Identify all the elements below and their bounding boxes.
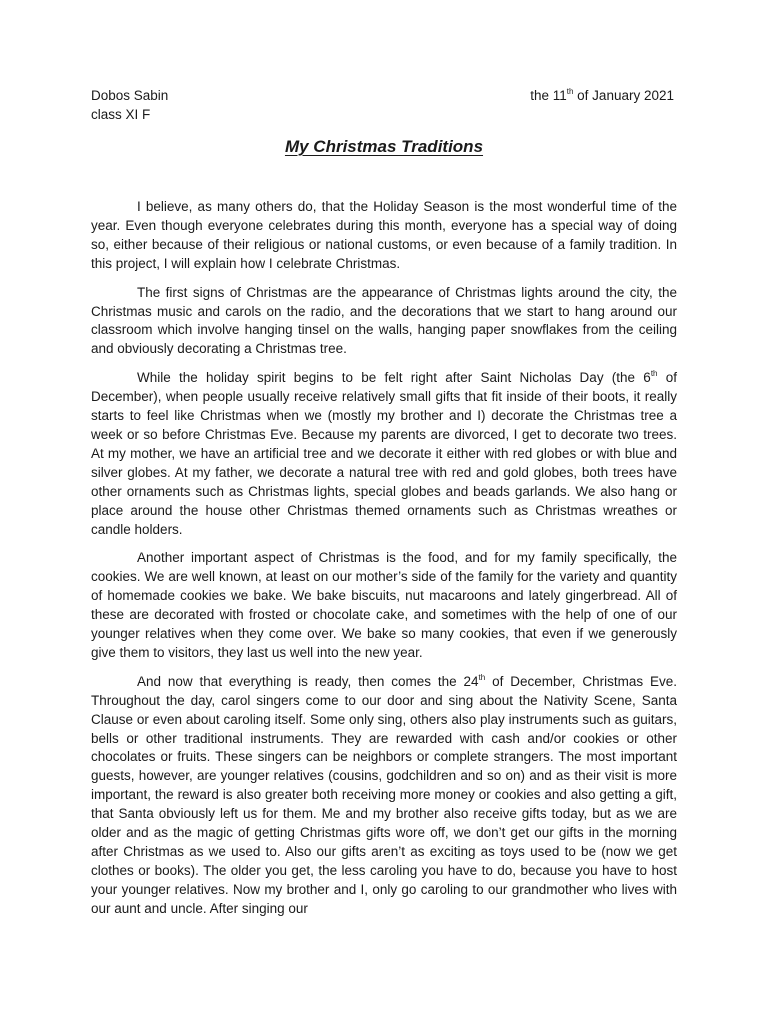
paragraph-christmas-eve <box>91 673 677 919</box>
author-name: Dobos Sabin <box>91 88 169 103</box>
paragraph-christmas-eve-part-a: And now that everything is ready, then comes the 24 <box>137 673 479 689</box>
date-suffix: of January 2021 <box>573 88 674 103</box>
paragraph-decorating <box>91 369 677 539</box>
paragraph-food: Another important aspect of Christmas is the food, and for my family specifically, the cookies. We are well known, at least on our mother’s side of the family for the variety and quantity of homemade cookies we bake. We bake biscuits, nut macaroons and lately gingerbread. All of these are decorated with frosted or chocolate cake, and sometimes with the help of one of our younger relatives when they come over. We bake so many cookies, that even if we generously give them to visitors, they last us well into the new year. <box>91 550 677 660</box>
ordinal-suffix: th <box>650 369 658 379</box>
date-prefix: the 11 <box>530 88 567 103</box>
paragraph-decorating-part-a: While the holiday spirit begins to be felt right after Saint Nicholas Day (the 6 <box>137 370 651 386</box>
author-block <box>91 86 168 124</box>
document-title: My Christmas Traditions <box>284 137 484 156</box>
document-date <box>530 86 674 105</box>
paragraph-first-signs: The first signs of Christmas are the appearance of Christmas lights around the city, the Christmas music and carols on the radio, and the decorations that we start to hang around our classroom which involve hanging tinsel on the walls, hanging paper snowflakes from the ceiling and obviously decorating a Christmas tree. <box>91 284 677 357</box>
date-ordinal: th <box>566 87 574 96</box>
paragraph-decorating-part-b: of December), when people usually receive relatively small gifts that fit inside of their boots, it really starts to feel like Christmas when we (mostly my brother and I) decorate the Christmas tree a week or so before Christmas Eve. Because my parents are divorced, I get to decorate two trees. At my mother, we have an artificial tree and we decorate it either with red globes or with blue and silver globes. At my father, we decorate a natural tree with red and gold globes, both trees have other ornaments such as Christmas lights, special globes and beads garlands. We also hang or place around the house other Christmas themed ornaments such as Christmas wreathes or candle holders. <box>91 370 677 537</box>
paragraph-christmas-eve-part-b: of December, Christmas Eve. Throughout the day, carol singers come to our door and sing about the Nativity Scene, Santa Clause or even about caroling itself. Some only sing, others also play instruments such as guitars, bells or other traditional instruments. They are rewarded with cash and/or cookies or other chocolates or fruits. These singers can be neighbors or complete strangers. The most important guests, however, are younger relatives (cousins, godchildren and so on) and as their visit is more important, the reward is also greater both receiving more money or cookies and also getting a gift, that Santa obviously left us for them. Me and my brother also receive gifts today, but as we are older and as the magic of getting Christmas gifts wore off, we don’t get our gifts in the morning after Christmas as we used to. Also our gifts aren’t as exciting as toys used to be (now we get clothes or books). The older you get, the less caroling you have to do, because you have to host your younger relatives. Now my brother and I, only go caroling to our grandmother who lives with our aunt and uncle. After singing our <box>91 673 677 916</box>
paragraph-intro: I believe, as many others do, that the Holiday Season is the most wonderful time of the year. Even though everyone celebrates during this month, everyone has a special way of doing so, either because of their religious or national customs, or even because of a family tradition. In this project, I will explain how I celebrate Christmas. <box>91 199 677 271</box>
document-body <box>91 198 677 929</box>
ordinal-suffix: th <box>478 672 486 682</box>
class-name: class XI F <box>91 107 151 122</box>
